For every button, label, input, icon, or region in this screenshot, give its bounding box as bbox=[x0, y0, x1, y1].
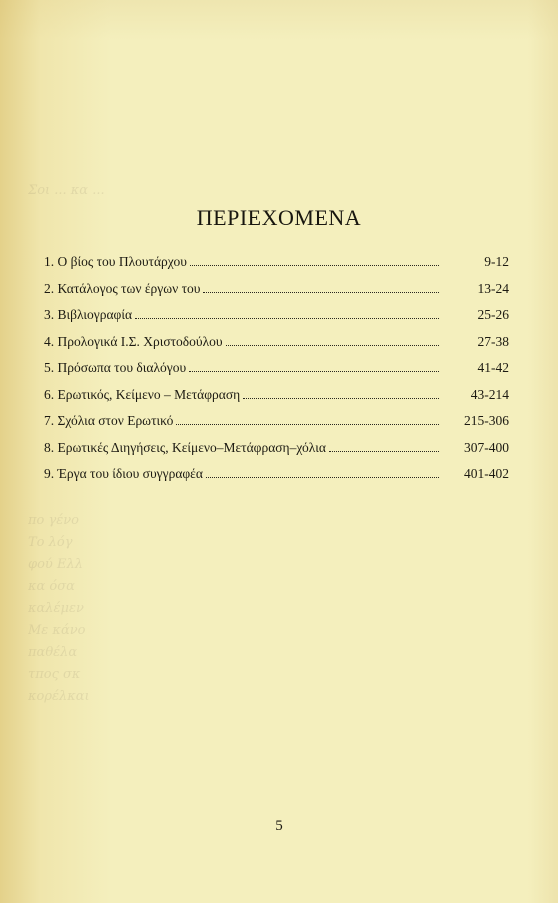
dot-leader bbox=[226, 345, 439, 346]
toc-entry-label: 8. Ερωτικές Διηγήσεις, Κείμενο–Μετάφραση–χόλια bbox=[44, 439, 326, 455]
toc-entry-label: 7. Σχόλια στον Ερωτικό bbox=[44, 413, 174, 428]
toc-entry-label: 2. Κατάλογος των έργων του bbox=[44, 280, 201, 296]
toc-entry-label: 5. Πρόσωπα του διαλόγου bbox=[44, 360, 187, 375]
toc-entry-label: 1. Ο βίος του Πλουτάρχου bbox=[44, 254, 187, 269]
toc-entry bbox=[44, 307, 509, 334]
dot-leader bbox=[206, 477, 439, 478]
toc-entry-pages: 25-26 bbox=[477, 307, 509, 322]
toc-entry bbox=[44, 440, 509, 467]
dot-leader bbox=[203, 292, 439, 293]
toc-entry-pages: 9-12 bbox=[484, 254, 509, 269]
toc-entry bbox=[44, 360, 509, 387]
dot-leader bbox=[189, 371, 439, 372]
dot-leader bbox=[176, 424, 439, 425]
toc-entry-label: 9. Έργα του ίδιου συγγραφέα bbox=[44, 466, 203, 481]
page-number: 5 bbox=[275, 818, 283, 834]
table-of-contents bbox=[44, 254, 509, 493]
toc-entry bbox=[44, 413, 509, 440]
toc-entry-label: 4. Προλογικά Ι.Σ. Χριστοδούλου bbox=[44, 333, 223, 349]
dot-leader bbox=[135, 318, 439, 319]
bleed-through-text: Σοι ... κα ... bbox=[28, 183, 105, 198]
toc-entry bbox=[44, 254, 509, 281]
dot-leader bbox=[243, 398, 439, 399]
toc-entry bbox=[44, 466, 509, 493]
toc-entry bbox=[44, 281, 509, 308]
toc-entry-pages: 41-42 bbox=[477, 360, 509, 375]
bleed-through-text-lower: πο γένο Το λόγ φού Ελλ κα όσα καλέμεν Με κάνο παθέλα τπος σκ κορέλκαι bbox=[28, 513, 90, 704]
page-title: ΠΕΡΙΕΧΟΜΕΝΑ bbox=[196, 205, 362, 230]
toc-entry-pages: 215-306 bbox=[464, 413, 509, 428]
toc-entry-pages: 43-214 bbox=[470, 386, 509, 402]
toc-entry-pages: 13-24 bbox=[477, 280, 509, 296]
toc-entry-pages: 307-400 bbox=[464, 439, 509, 455]
toc-entry-pages: 27-38 bbox=[477, 333, 509, 349]
toc-entry-label: 3. Βιβλιογραφία bbox=[44, 307, 133, 322]
toc-entry-label: 6. Ερωτικός, Κείμενο – Μετάφραση bbox=[44, 386, 241, 402]
toc-entry bbox=[44, 334, 509, 361]
dot-leader bbox=[190, 265, 439, 266]
dot-leader bbox=[329, 451, 439, 452]
toc-entry bbox=[44, 387, 509, 414]
toc-entry-pages: 401-402 bbox=[464, 466, 509, 481]
